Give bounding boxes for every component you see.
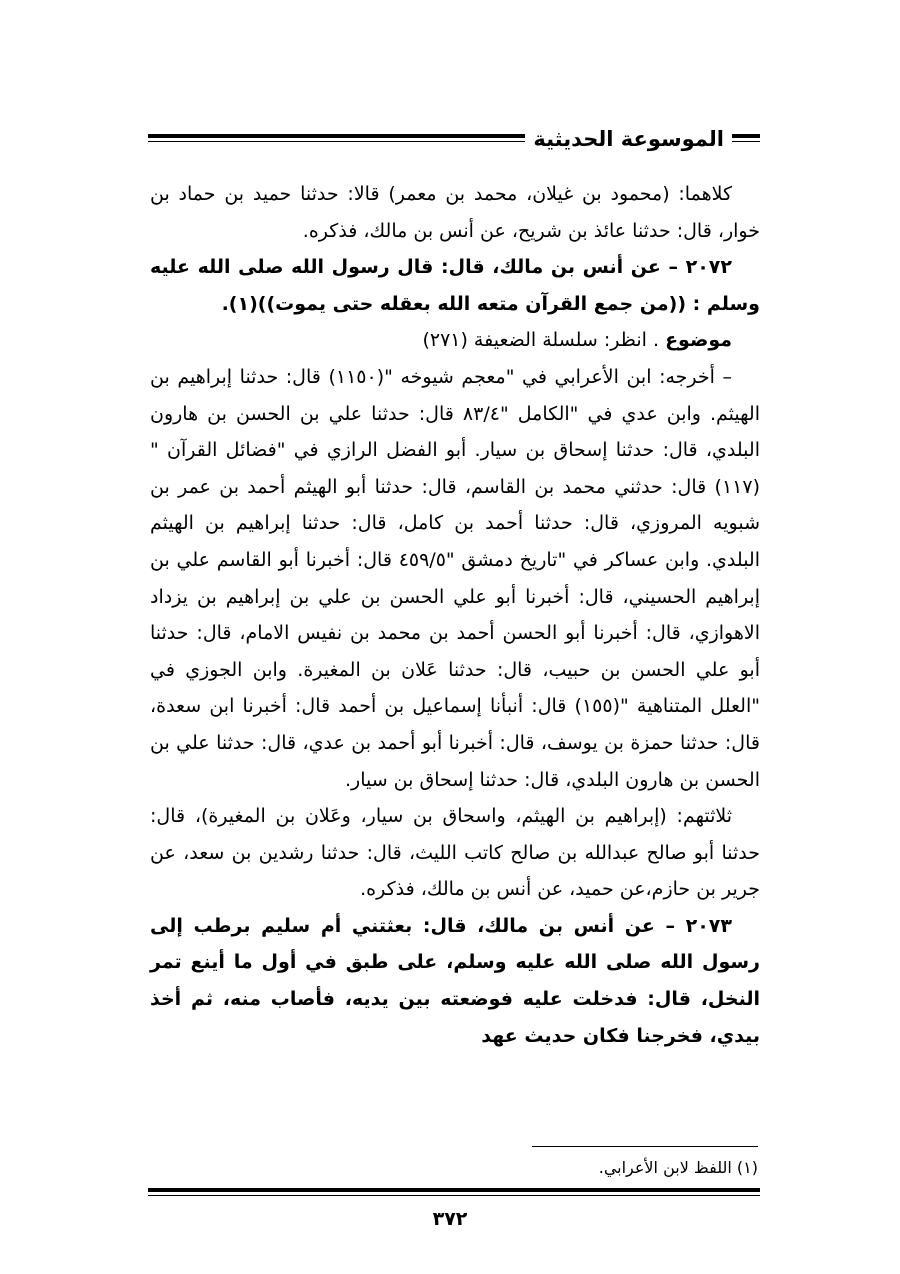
page-number: ٣٧٢ <box>432 1208 468 1230</box>
hadith-2072: ٢٠٧٢ – عن أنس بن مالك، قال: قال رسول الله صلى الله عليه وسلم : ((من جمع القرآن متعه الله بعقله حتى يموت))(١). <box>150 256 760 315</box>
footer-rule-thick <box>148 1188 760 1192</box>
book-title: الموسوعة الحديثية <box>525 124 732 154</box>
grading-label: موضوع <box>665 329 732 352</box>
hadith-2073: ٢٠٧٣ – عن أنس بن مالك، قال: بعثتني أم سليم برطب إلى رسول الله صلى الله عليه وسلم، على طبق في أول ما أينع تمر النخل، قال: فدخلت عليه فوضعته بين يديه، فأصاب منه، ثم أخذ بيدي، فخرجنا فكان حديث عهد <box>150 914 760 1047</box>
takhrij-paragraph: – أخرجه: ابن الأعرابي في "معجم شيوخه "(١١٥٠) قال: حدثنا إبراهيم بن الهيثم. وابن عدي في "الكامل "٨٣/٤ قال: حدثنا علي بن الحسن بن هارون البلدي، قال: حدثنا إسحاق بن سيار. أبو الفضل الرازي في "فضائل القرآن "(١١٧) قال: حدثني محمد بن القاسم، قال: حدثنا أبو الهيثم أحمد بن عمر بن شبويه المروزي، قال: حدثنا أحمد بن كامل، قال: حدثنا إبراهيم بن الهيثم البلدي. وابن عساكر في "تاريخ دمشق "٤٥٩/٥ قال: أخبرنا أبو القاسم علي بن إبراهيم الحسيني، قال: أخبرنا أبو علي الحسن بن علي بن إبراهيم بن يزداد الاهوازي، قال: أخبرنا أبو الحسن أحمد بن محمد بن نفيس الامام، قال: حدثنا أبو علي الحسن بن حبيب، قال: حدثنا عَلان بن المغيرة. وابن الجوزي في "العلل المتناهية "(١٥٥) قال: أنبأنا إسماعيل بن أحمد قال: أخبرنا ابن سعدة، قال: حدثنا حمزة بن يوسف، قال: أخبرنا أبو أحمد بن عدي، قال: حدثنا علي بن الحسن بن هارون البلدي، قال: حدثنا إسحاق بن سيار. <box>150 365 760 791</box>
paragraph: ثلاثتهم: (إبراهيم بن الهيثم، واسحاق بن سيار، وعَلان بن المغيرة)، قال: حدثنا أبو صالح عبدالله بن صالح كاتب الليث، قال: حدثنا رشدين بن سعد، عن جرير بن حازم،عن حميد، عن أنس بن مالك، فذكره. <box>150 805 760 901</box>
paragraph: كلاهما: (محمود بن غيلان، محمد بن معمر) قالا: حدثنا حميد بن حماد بن خوار، قال: حدثنا عائذ بن شريح، عن أنس بن مالك، فذكره. <box>150 183 760 242</box>
grading-line <box>150 322 760 359</box>
page-body <box>150 176 760 1054</box>
grading-reference: . انظر: سلسلة الضعيفة (٢٧١) <box>422 329 666 352</box>
footer-rules <box>148 1188 760 1196</box>
footer-rule-thin <box>148 1195 760 1196</box>
footnote-separator <box>532 1146 758 1147</box>
footnote: (١) اللفظ لابن الأعرابي. <box>598 1158 758 1177</box>
running-header <box>148 124 760 164</box>
